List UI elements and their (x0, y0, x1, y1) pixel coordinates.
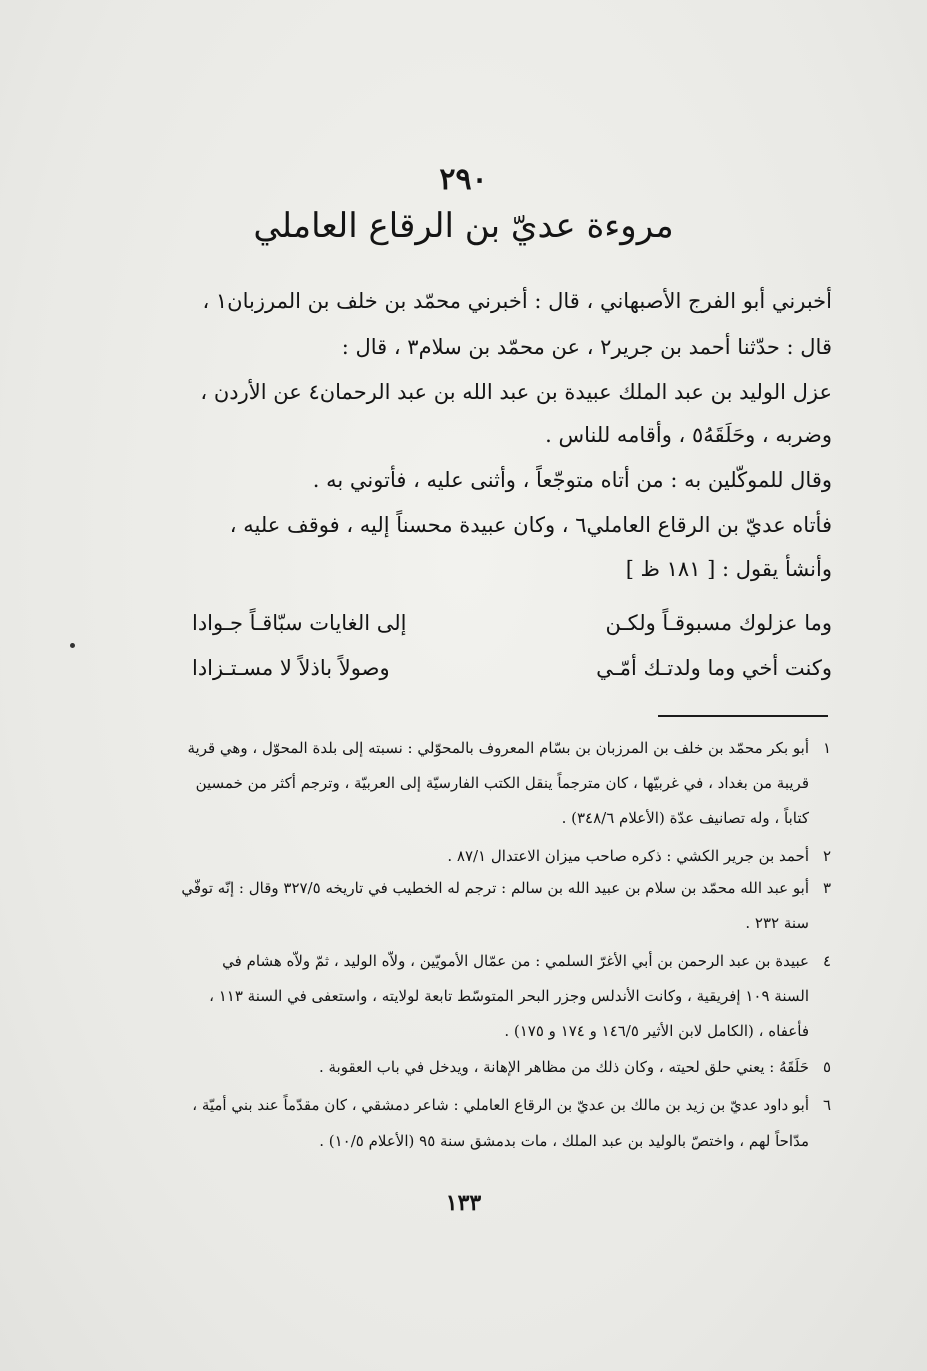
body-line: أخبرني أبو الفرج الأصبهاني ، قال : أخبرني محمّد بن خلف بن المرزبان١ ، (202, 289, 832, 313)
footnote-number: ١ (822, 739, 832, 757)
scan-speck (70, 643, 75, 648)
body-line: وأنشأ يقول : [ ١٨١ ظ ] (625, 557, 832, 581)
footnote-line: السنة ١٠٩ إفريقية ، وكانت الأندلس وجزر البحر المتوسّط تابعة لولايته ، واستعفى في السنة ١١٣ ، (209, 987, 809, 1005)
footnote-number: ٤ (822, 952, 832, 970)
body-line: فأتاه عديّ بن الرقاع العاملي٦ ، وكان عبيدة محسناً إليه ، فوقف عليه ، (229, 513, 832, 537)
page-number: ١٣٣ (445, 1190, 482, 1216)
verse-second-hemistich: وصولاً باذلاً لا مسـتـزادا (192, 656, 390, 680)
body-line: وضربه ، وحَلَقَهُ٥ ، وأقامه للناس . (545, 423, 832, 447)
verse-second-hemistich: إلى الغايات سبّاقـاً جـوادا (192, 611, 407, 635)
footnote-number: ٦ (822, 1096, 832, 1114)
footnote-line: حَلَقَهُ : يعني حلق لحيته ، وكان ذلك من مظاهر الإهانة ، ويدخل في باب العقوبة . (318, 1058, 809, 1076)
footnote-line: مدّاحاً لهم ، واختصّ بالوليد بن عبد الملك ، مات بدمشق سنة ٩٥ (الأعلام ١٠/٥) . (319, 1132, 809, 1150)
footnote-line: قريبة من بغداد ، في غربيّها ، كان مترجماً ينقل الكتب الفارسيّة إلى العربيّة ، وترجم أكثر من خمسين (195, 774, 809, 792)
body-line: قال : حدّثنا أحمد بن جرير٢ ، عن محمّد بن سلام٣ ، قال : (341, 335, 832, 359)
footnote-line: عبيدة بن عبد الرحمن بن أبي الأغرّ السلمي : من عمّال الأمويّين ، ولاّه الوليد ، ثمّ ولاّه هشام في (222, 952, 809, 970)
footnote-number: ٢ (822, 847, 832, 865)
footnote-line: سنة ٢٣٢ . (745, 914, 809, 932)
footnote-line: أحمد بن جرير الكشي : ذكره صاحب ميزان الاعتدال ٨٧/١ . (447, 847, 809, 865)
chapter-title: مروءة عديّ بن الرقاع العاملي (253, 206, 674, 246)
body-line: عزل الوليد بن عبد الملك عبيدة بن عبد الله بن عبد الرحمان٤ عن الأردن ، (200, 380, 832, 404)
poem-verse (192, 648, 832, 688)
footnote-line: فأعفاه ، (الكامل لابن الأثير ١٤٦/٥ و ١٧٤ و ١٧٥) . (504, 1022, 809, 1040)
footnote-line: كتاباً ، وله تصانيف عدّة (الأعلام ٣٤٨/٦) . (561, 809, 809, 827)
footnote-separator (658, 715, 828, 717)
verse-first-hemistich: وكنت أخي وما ولدتـك أمّـي (596, 656, 832, 680)
footnote-line: أبو بكر محمّد بن خلف بن المرزبان بن بسّام المعروف بالمحوّلي : نسبته إلى بلدة المحوّل ، وهي قرية (187, 739, 809, 757)
footnote-line: أبو عبد الله محمّد بن سلام بن عبيد الله بن سالم : ترجم له الخطيب في تاريخه ٣٢٧/٥ وقال : إنّه توفّي (181, 879, 809, 897)
footnote-number: ٣ (822, 879, 832, 897)
poem-verse (192, 603, 832, 643)
footnote-line: أبو داود عديّ بن زيد بن مالك بن عديّ بن الرقاع العاملي : شاعر دمشقي ، كان مقدّماً عند بني أميّة ، (192, 1096, 809, 1114)
verse-first-hemistich: وما عزلوك مسبوقـاً ولكـن (605, 611, 832, 635)
section-number: ٢٩٠ (439, 162, 488, 197)
footnote-number: ٥ (822, 1058, 832, 1076)
body-line: وقال للموكّلين به : من أتاه متوجّعاً ، وأثنى عليه ، فأتوني به . (312, 468, 832, 492)
